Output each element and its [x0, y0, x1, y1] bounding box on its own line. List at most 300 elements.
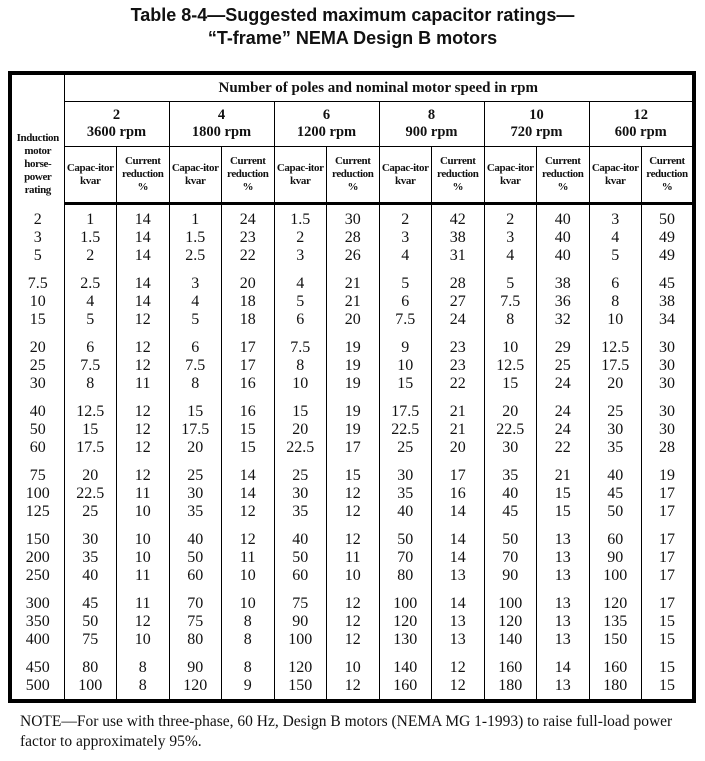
table-row	[10, 613, 694, 631]
spacer-cell	[432, 393, 485, 403]
current-reduction-cell: 13	[432, 613, 485, 631]
header-pole-10	[484, 102, 589, 147]
current-reduction-cell: 20	[327, 311, 380, 329]
capacitor-kvar-cell: 7.5	[379, 311, 432, 329]
table-row	[10, 211, 694, 229]
capacitor-kvar-cell: 30	[64, 531, 117, 549]
capacitor-kvar-cell: 6	[379, 293, 432, 311]
capacitor-kvar-cell: 160	[484, 659, 537, 677]
spacer-cell	[222, 265, 275, 275]
hp-rating-cell: 75	[10, 467, 64, 485]
table-row	[10, 311, 694, 329]
spacer-cell	[642, 457, 695, 467]
current-reduction-cell: 12	[117, 439, 170, 457]
capacitor-kvar-cell: 40	[274, 531, 327, 549]
current-reduction-cell: 30	[642, 403, 695, 421]
capacitor-kvar-cell: 50	[64, 613, 117, 631]
spacer-cell	[432, 204, 485, 212]
capacitor-kvar-cell: 22.5	[379, 421, 432, 439]
current-reduction-cell: 10	[222, 567, 275, 585]
capacitor-kvar-cell: 8	[484, 311, 537, 329]
spacer-cell	[10, 521, 64, 531]
current-reduction-cell: 25	[537, 357, 590, 375]
spacer-cell	[169, 329, 222, 339]
current-reduction-cell: 17	[642, 549, 695, 567]
hp-rating-cell: 100	[10, 485, 64, 503]
group-spacer	[10, 265, 694, 275]
capacitor-kvar-cell: 80	[169, 631, 222, 649]
capacitor-kvar-cell: 5	[589, 247, 642, 265]
current-reduction-cell: 16	[432, 485, 485, 503]
header-pole-2	[64, 102, 169, 147]
spacer-cell	[274, 521, 327, 531]
current-reduction-cell: 16	[222, 375, 275, 393]
current-reduction-cell: 12	[222, 503, 275, 521]
hp-rating-cell: 40	[10, 403, 64, 421]
spacer-cell	[222, 695, 275, 701]
current-reduction-cell: 19	[327, 375, 380, 393]
current-reduction-cell: 27	[432, 293, 485, 311]
spacer-cell	[642, 393, 695, 403]
spacer-cell	[589, 265, 642, 275]
capacitor-kvar-cell: 4	[484, 247, 537, 265]
capacitor-kvar-cell: 140	[484, 631, 537, 649]
current-reduction-cell: 21	[537, 467, 590, 485]
current-reduction-cell: 13	[537, 567, 590, 585]
current-reduction-cell: 15	[327, 467, 380, 485]
table-row	[10, 275, 694, 293]
spacer-cell	[379, 204, 432, 212]
current-reduction-cell: 45	[642, 275, 695, 293]
spacer-cell	[274, 695, 327, 701]
capacitor-kvar-cell: 40	[484, 485, 537, 503]
capacitor-kvar-cell: 2	[484, 211, 537, 229]
hp-rating-cell: 250	[10, 567, 64, 585]
current-reduction-cell: 24	[222, 211, 275, 229]
spacer-cell	[274, 649, 327, 659]
current-reduction-cell: 13	[537, 677, 590, 695]
capacitor-kvar-cell: 35	[484, 467, 537, 485]
capacitor-kvar-cell: 1.5	[64, 229, 117, 247]
current-reduction-cell: 10	[117, 503, 170, 521]
current-reduction-cell: 10	[117, 531, 170, 549]
table-header	[10, 73, 694, 204]
current-reduction-cell: 17	[642, 595, 695, 613]
capacitor-kvar-cell: 70	[169, 595, 222, 613]
current-reduction-cell: 12	[117, 403, 170, 421]
spacer-cell	[169, 393, 222, 403]
capacitor-kvar-cell: 35	[274, 503, 327, 521]
hp-rating-cell: 5	[10, 247, 64, 265]
header-current-reduction: Current reduction %	[537, 147, 590, 204]
group-spacer	[10, 204, 694, 212]
capacitor-kvar-cell: 25	[64, 503, 117, 521]
capacitor-kvar-cell: 40	[589, 467, 642, 485]
current-reduction-cell: 19	[327, 357, 380, 375]
current-reduction-cell: 14	[222, 485, 275, 503]
hp-rating-cell: 30	[10, 375, 64, 393]
header-poles-row	[10, 102, 694, 147]
spacer-cell	[64, 585, 117, 595]
capacitor-kvar-cell: 8	[274, 357, 327, 375]
spacer-cell	[484, 204, 537, 212]
current-reduction-cell: 26	[327, 247, 380, 265]
spacer-cell	[117, 329, 170, 339]
spacer-cell	[327, 329, 380, 339]
current-reduction-cell: 22	[537, 439, 590, 457]
spacer-cell	[484, 649, 537, 659]
spacer-cell	[117, 649, 170, 659]
table-row	[10, 595, 694, 613]
capacitor-kvar-cell: 130	[379, 631, 432, 649]
spacer-cell	[589, 393, 642, 403]
capacitor-kvar-cell: 6	[589, 275, 642, 293]
capacitor-kvar-cell: 30	[379, 467, 432, 485]
current-reduction-cell: 12	[117, 467, 170, 485]
pole-count: 8	[427, 107, 436, 123]
capacitor-kvar-cell: 8	[64, 375, 117, 393]
current-reduction-cell: 15	[222, 439, 275, 457]
capacitor-kvar-cell: 80	[379, 567, 432, 585]
capacitor-kvar-cell: 60	[589, 531, 642, 549]
capacitor-kvar-cell: 2	[64, 247, 117, 265]
spacer-cell	[537, 585, 590, 595]
current-reduction-cell: 14	[432, 595, 485, 613]
table-row	[10, 339, 694, 357]
capacitor-kvar-cell: 60	[169, 567, 222, 585]
capacitor-kvar-cell: 12.5	[64, 403, 117, 421]
pole-count: 4	[217, 107, 226, 123]
capacitor-kvar-cell: 90	[169, 659, 222, 677]
capacitor-kvar-cell: 80	[64, 659, 117, 677]
capacitor-kvar-cell: 20	[169, 439, 222, 457]
capacitor-kvar-cell: 17.5	[169, 421, 222, 439]
capacitor-kvar-cell: 30	[589, 421, 642, 439]
current-reduction-cell: 17	[642, 503, 695, 521]
capacitor-kvar-cell: 35	[64, 549, 117, 567]
header-current-reduction: Current reduction %	[327, 147, 380, 204]
spacer-cell	[64, 695, 117, 701]
current-reduction-cell: 19	[327, 421, 380, 439]
capacitor-kvar-cell: 90	[484, 567, 537, 585]
spacer-cell	[64, 329, 117, 339]
spacer-cell	[642, 585, 695, 595]
spacer-cell	[537, 265, 590, 275]
capacitor-kvar-cell: 5	[274, 293, 327, 311]
current-reduction-cell: 19	[327, 403, 380, 421]
spacer-cell	[537, 393, 590, 403]
current-reduction-cell: 40	[537, 211, 590, 229]
pole-count: 2	[112, 107, 121, 123]
current-reduction-cell: 11	[117, 485, 170, 503]
spacer-cell	[222, 457, 275, 467]
current-reduction-cell: 12	[327, 531, 380, 549]
current-reduction-cell: 21	[432, 403, 485, 421]
current-reduction-cell: 21	[327, 275, 380, 293]
table-row	[10, 357, 694, 375]
current-reduction-cell: 28	[327, 229, 380, 247]
spacer-cell	[10, 585, 64, 595]
current-reduction-cell: 38	[537, 275, 590, 293]
current-reduction-cell: 11	[222, 549, 275, 567]
capacitor-kvar-cell: 4	[379, 247, 432, 265]
table-row	[10, 503, 694, 521]
current-reduction-cell: 12	[117, 613, 170, 631]
capacitor-kvar-cell: 160	[379, 677, 432, 695]
capacitor-kvar-cell: 50	[484, 531, 537, 549]
header-capacitor-kvar: Capac-itor kvar	[484, 147, 537, 204]
current-reduction-cell: 40	[537, 229, 590, 247]
current-reduction-cell: 13	[537, 595, 590, 613]
spacer-cell	[379, 649, 432, 659]
spacer-cell	[537, 649, 590, 659]
capacitor-kvar-cell: 45	[484, 503, 537, 521]
spacer-cell	[484, 457, 537, 467]
capacitor-kvar-cell: 6	[64, 339, 117, 357]
capacitor-kvar-cell: 120	[169, 677, 222, 695]
spacer-cell	[222, 204, 275, 212]
current-reduction-cell: 30	[327, 211, 380, 229]
capacitor-kvar-cell: 40	[379, 503, 432, 521]
table-note: NOTE—For use with three-phase, 60 Hz, Design B motors (NEMA MG 1-1993) to raise full-load power factor to approximately 95%.	[20, 713, 673, 750]
current-reduction-cell: 12	[327, 503, 380, 521]
current-reduction-cell: 19	[327, 339, 380, 357]
current-reduction-cell: 42	[432, 211, 485, 229]
current-reduction-cell: 17	[642, 485, 695, 503]
header-pole-12	[589, 102, 694, 147]
capacitor-kvar-cell: 120	[379, 613, 432, 631]
spacer-cell	[10, 649, 64, 659]
capacitor-kvar-cell: 2.5	[169, 247, 222, 265]
table-row	[10, 567, 694, 585]
hp-rating-cell: 150	[10, 531, 64, 549]
current-reduction-cell: 8	[222, 613, 275, 631]
table-title	[0, 4, 705, 50]
header-poles-group: Number of poles and nominal motor speed in rpm	[64, 73, 694, 102]
capacitor-kvar-cell: 60	[274, 567, 327, 585]
group-spacer	[10, 521, 694, 531]
current-reduction-cell: 15	[537, 485, 590, 503]
spacer-cell	[222, 329, 275, 339]
spacer-cell	[589, 457, 642, 467]
capacitor-kvar-cell: 17.5	[589, 357, 642, 375]
hp-rating-cell: 2	[10, 211, 64, 229]
capacitor-kvar-cell: 12.5	[484, 357, 537, 375]
spacer-cell	[327, 521, 380, 531]
capacitor-kvar-cell: 3	[484, 229, 537, 247]
capacitor-kvar-cell: 1.5	[274, 211, 327, 229]
capacitor-kvar-cell: 160	[589, 659, 642, 677]
current-reduction-cell: 14	[432, 503, 485, 521]
spacer-cell	[117, 695, 170, 701]
table-row	[10, 439, 694, 457]
capacitor-kvar-cell: 7.5	[484, 293, 537, 311]
header-capacitor-kvar: Capac-itor kvar	[379, 147, 432, 204]
header-pole-6	[274, 102, 379, 147]
current-reduction-cell: 11	[117, 375, 170, 393]
capacitor-kvar-cell: 7.5	[274, 339, 327, 357]
capacitor-kvar-cell: 35	[379, 485, 432, 503]
table-row	[10, 549, 694, 567]
hp-rating-cell: 200	[10, 549, 64, 567]
spacer-cell	[10, 695, 64, 701]
current-reduction-cell: 17	[327, 439, 380, 457]
table-row	[10, 421, 694, 439]
spacer-cell	[642, 649, 695, 659]
spacer-cell	[484, 393, 537, 403]
current-reduction-cell: 14	[432, 531, 485, 549]
capacitor-kvar-cell: 70	[379, 549, 432, 567]
current-reduction-cell: 24	[537, 403, 590, 421]
current-reduction-cell: 22	[222, 247, 275, 265]
spacer-cell	[589, 585, 642, 595]
table-title-line1: Table 8-4—Suggested maximum capacitor ratings—	[130, 5, 575, 25]
spacer-cell	[64, 204, 117, 212]
spacer-cell	[327, 204, 380, 212]
capacitor-kvar-cell: 2	[379, 211, 432, 229]
spacer-cell	[222, 393, 275, 403]
capacitor-kvar-cell: 20	[589, 375, 642, 393]
current-reduction-cell: 11	[327, 549, 380, 567]
current-reduction-cell: 9	[222, 677, 275, 695]
spacer-cell	[64, 457, 117, 467]
current-reduction-cell: 17	[222, 357, 275, 375]
spacer-cell	[432, 265, 485, 275]
spacer-cell	[537, 457, 590, 467]
current-reduction-cell: 10	[117, 549, 170, 567]
capacitor-kvar-cell: 50	[379, 531, 432, 549]
current-reduction-cell: 14	[117, 211, 170, 229]
spacer-cell	[432, 649, 485, 659]
pole-rpm: 720 rpm	[510, 124, 563, 140]
spacer-cell	[327, 393, 380, 403]
spacer-cell	[589, 204, 642, 212]
spacer-cell	[169, 585, 222, 595]
table-body	[10, 204, 694, 702]
current-reduction-cell: 8	[117, 677, 170, 695]
current-reduction-cell: 8	[222, 631, 275, 649]
spacer-cell	[379, 585, 432, 595]
capacitor-ratings-table	[8, 71, 696, 703]
pole-rpm: 1800 rpm	[191, 124, 252, 140]
spacer-cell	[379, 393, 432, 403]
spacer-cell	[432, 695, 485, 701]
current-reduction-cell: 13	[432, 631, 485, 649]
current-reduction-cell: 15	[222, 421, 275, 439]
header-capacitor-kvar: Capac-itor kvar	[169, 147, 222, 204]
capacitor-kvar-cell: 20	[274, 421, 327, 439]
capacitor-kvar-cell: 30	[274, 485, 327, 503]
table-row	[10, 677, 694, 695]
spacer-cell	[537, 204, 590, 212]
spacer-cell	[484, 329, 537, 339]
current-reduction-cell: 10	[117, 631, 170, 649]
spacer-cell	[537, 695, 590, 701]
spacer-cell	[222, 649, 275, 659]
capacitor-kvar-cell: 3	[169, 275, 222, 293]
spacer-cell	[10, 204, 64, 212]
pole-count: 12	[633, 107, 648, 123]
current-reduction-cell: 14	[117, 247, 170, 265]
header-current-reduction: Current reduction %	[117, 147, 170, 204]
current-reduction-cell: 32	[537, 311, 590, 329]
capacitor-kvar-cell: 100	[379, 595, 432, 613]
capacitor-kvar-cell: 15	[64, 421, 117, 439]
capacitor-kvar-cell: 4	[589, 229, 642, 247]
current-reduction-cell: 40	[537, 247, 590, 265]
capacitor-kvar-cell: 2	[274, 229, 327, 247]
capacitor-kvar-cell: 10	[274, 375, 327, 393]
capacitor-kvar-cell: 5	[379, 275, 432, 293]
current-reduction-cell: 21	[432, 421, 485, 439]
header-capacitor-kvar: Capac-itor kvar	[274, 147, 327, 204]
current-reduction-cell: 17	[432, 467, 485, 485]
current-reduction-cell: 12	[117, 339, 170, 357]
header-current-reduction: Current reduction %	[642, 147, 695, 204]
capacitor-kvar-cell: 100	[274, 631, 327, 649]
capacitor-kvar-cell: 70	[484, 549, 537, 567]
current-reduction-cell: 50	[642, 211, 695, 229]
current-reduction-cell: 12	[327, 677, 380, 695]
spacer-cell	[537, 329, 590, 339]
spacer-cell	[64, 265, 117, 275]
table-row	[10, 247, 694, 265]
current-reduction-cell: 20	[222, 275, 275, 293]
spacer-cell	[169, 265, 222, 275]
header-capacitor-kvar: Capac-itor kvar	[64, 147, 117, 204]
current-reduction-cell: 13	[537, 531, 590, 549]
spacer-cell	[274, 585, 327, 595]
pole-rpm: 1200 rpm	[296, 124, 357, 140]
capacitor-kvar-cell: 15	[274, 403, 327, 421]
current-reduction-cell: 23	[432, 357, 485, 375]
current-reduction-cell: 18	[222, 311, 275, 329]
hp-rating-cell: 500	[10, 677, 64, 695]
current-reduction-cell: 23	[222, 229, 275, 247]
capacitor-kvar-cell: 40	[64, 567, 117, 585]
hp-rating-cell: 450	[10, 659, 64, 677]
spacer-cell	[379, 521, 432, 531]
capacitor-kvar-cell: 17.5	[379, 403, 432, 421]
spacer-cell	[642, 329, 695, 339]
group-spacer	[10, 585, 694, 595]
spacer-cell	[432, 521, 485, 531]
spacer-cell	[169, 521, 222, 531]
spacer-cell	[169, 649, 222, 659]
capacitor-kvar-cell: 1	[64, 211, 117, 229]
capacitor-kvar-cell: 50	[169, 549, 222, 567]
current-reduction-cell: 30	[642, 339, 695, 357]
current-reduction-cell: 38	[642, 293, 695, 311]
current-reduction-cell: 12	[327, 485, 380, 503]
current-reduction-cell: 24	[537, 421, 590, 439]
spacer-cell	[432, 457, 485, 467]
spacer-cell	[589, 649, 642, 659]
spacer-cell	[64, 521, 117, 531]
current-reduction-cell: 30	[642, 421, 695, 439]
spacer-cell	[484, 265, 537, 275]
table-title-line2: “T-frame” NEMA Design B motors	[207, 28, 498, 48]
current-reduction-cell: 15	[537, 503, 590, 521]
spacer-cell	[327, 265, 380, 275]
capacitor-kvar-cell: 8	[169, 375, 222, 393]
pole-count: 10	[529, 107, 544, 123]
spacer-cell	[589, 695, 642, 701]
current-reduction-cell: 17	[642, 531, 695, 549]
current-reduction-cell: 12	[432, 677, 485, 695]
capacitor-kvar-cell: 4	[169, 293, 222, 311]
current-reduction-cell: 24	[537, 375, 590, 393]
